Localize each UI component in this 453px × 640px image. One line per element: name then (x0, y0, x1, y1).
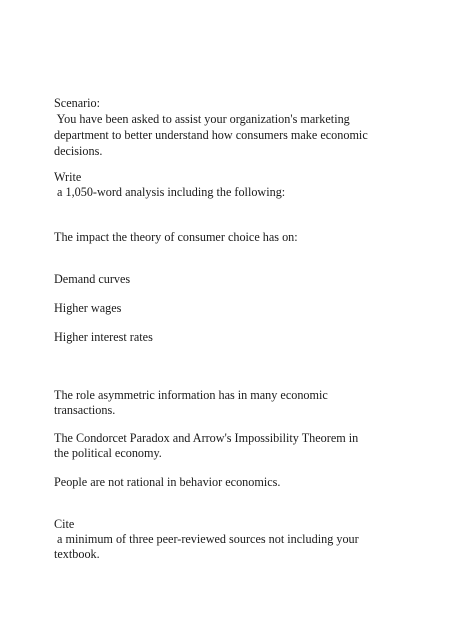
cite-heading: Cite (54, 517, 75, 531)
rationality-line: People are not rational in behavior economics. (54, 475, 281, 489)
scenario-text-line: You have been asked to assist your organization's marketing (54, 112, 350, 126)
asymmetric-info-line: The role asymmetric information has in many economic (54, 388, 328, 402)
impact-item-higher-interest-rates: Higher interest rates (54, 330, 153, 344)
impact-item-higher-wages: Higher wages (54, 301, 122, 315)
impact-intro: The impact the theory of consumer choice has on: (54, 230, 298, 244)
write-instruction: a 1,050-word analysis including the following: (54, 185, 286, 199)
cite-instruction-line: textbook. (54, 547, 100, 561)
asymmetric-info-line: transactions. (54, 403, 116, 417)
scenario-text-line: decisions. (54, 144, 103, 158)
write-heading: Write (54, 170, 82, 184)
scenario-heading: Scenario: (54, 96, 101, 110)
impact-item-demand-curves: Demand curves (54, 272, 131, 286)
scenario-text-line: department to better understand how consumers make economic (54, 128, 368, 142)
condorcet-line: The Condorcet Paradox and Arrow's Impossibility Theorem in (54, 431, 359, 445)
cite-instruction-line: a minimum of three peer-reviewed sources not including your (54, 532, 359, 546)
condorcet-line: the political economy. (54, 446, 162, 460)
